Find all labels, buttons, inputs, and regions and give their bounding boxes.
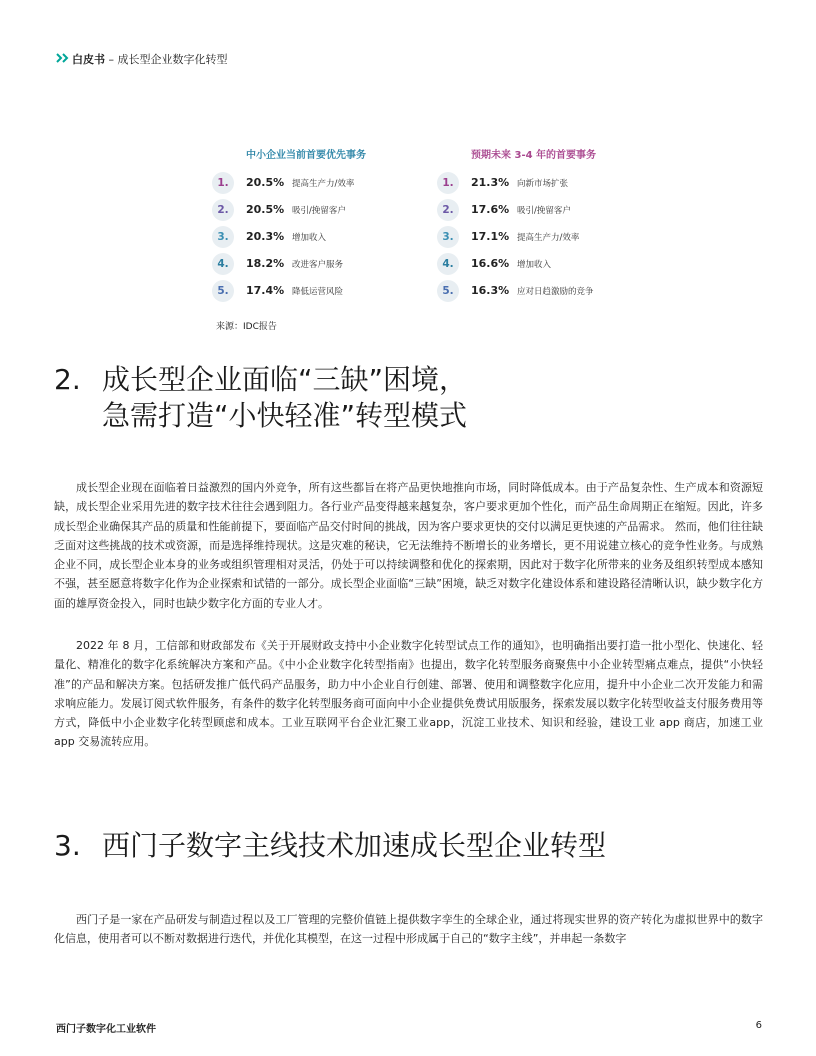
- list-item: [212, 223, 397, 250]
- rank-badge: 1.: [212, 172, 234, 194]
- priority-label: 增加收入: [292, 232, 327, 243]
- list-item: [437, 223, 622, 250]
- current-priorities-title: 中小企业当前首要优先事务: [246, 150, 366, 161]
- rank-badge: 2.: [212, 199, 234, 221]
- list-item: [437, 250, 622, 277]
- section-2-heading: [54, 362, 467, 434]
- percent-value: 17.4%: [246, 284, 285, 297]
- future-priorities-title: 预期未来 3-4 年的首要事务: [471, 150, 597, 161]
- header-title: 成长型企业数字化转型: [117, 53, 228, 66]
- list-item: [437, 277, 622, 304]
- section-3-paragraph-1: 西门子是一家在产品研发与制造过程以及工厂管理的完整价值链上提供数字孪生的全球企业，通过将现实世界的资产转化为虚拟世界中的数字化信息，使用者可以不断对数据进行迭代，并优化其模型，在这一过程中形成属于自己的“数字主线”，并串起一条数字: [54, 913, 763, 946]
- list-item: [212, 196, 397, 223]
- list-item: [437, 196, 622, 223]
- priority-label: 应对日趋激励的竞争: [517, 286, 594, 297]
- header-separator: –: [105, 52, 118, 66]
- double-chevron-right-icon: [56, 53, 72, 66]
- section-2-number: 2.: [54, 363, 81, 396]
- section-2-title-line2: 急需打造“小快轻准”转型模式: [102, 399, 468, 432]
- priority-label: 吸引/挽留客户: [517, 205, 571, 216]
- list-item: [212, 169, 397, 196]
- percent-value: 16.3%: [471, 284, 510, 297]
- percent-value: 20.5%: [246, 176, 285, 189]
- percent-value: 17.1%: [471, 230, 510, 243]
- priority-label: 吸引/挽留客户: [292, 205, 346, 216]
- section-3-number: 3.: [54, 829, 81, 862]
- page-header: [56, 51, 228, 67]
- list-item: [437, 169, 622, 196]
- current-priorities-column: [212, 146, 397, 304]
- page-number: 6: [755, 1020, 762, 1031]
- percent-value: 20.3%: [246, 230, 285, 243]
- rank-badge: 5.: [437, 280, 459, 302]
- percent-value: 21.3%: [471, 176, 510, 189]
- priority-label: 提高生产力/效率: [517, 232, 580, 243]
- section-3-title: 西门子数字主线技术加速成长型企业转型: [102, 829, 607, 862]
- rank-badge: 2.: [437, 199, 459, 221]
- section-2-paragraph-1: 成长型企业现在面临着日益激烈的国内外竞争，所有这些都旨在将产品更快地推向市场，同时降低成本。由于产品复杂性、生产成本和资源短缺，成长型企业采用先进的数字技术往往会遇到阻力。各行业产品变得越来越复杂，客户要求更加个性化，而产品生命周期正在缩短。因此，许多成长型企业确保其产品的质量和性能前提下，要面临产品交付时间的挑战，因为客户要求更快的交付以满足更快速的产品需求。 然而，他们往往缺乏面对这些挑战的技术或资源，而是选择维持现状。这是灾难的秘诀，它无法维持不断增长的业务增长，更不用说建立核心的竞争性业务。与成熟企业不同，成长型企业本身的业务或组织管理相对灵活，仍处于可以持续调整和优化的探索期，因此对于数字化所带来的业务及组织转型成本感知不强，甚至愿意将数字化作为企业探索和试错的一部分。成长型企业面临“三缺”困境，缺乏对数字化建设体系和建设路径清晰认识，缺少数字化方面的雄厚资金投入，同时也缺少数字化方面的专业人才。: [54, 481, 763, 610]
- source-note: 来源：IDC报告: [216, 322, 277, 332]
- priority-label: 提高生产力/效率: [292, 178, 355, 189]
- list-item: [212, 277, 397, 304]
- header-prefix: 白皮书: [72, 53, 105, 66]
- rank-badge: 3.: [212, 226, 234, 248]
- priority-label: 降低运营风险: [292, 286, 344, 297]
- priority-label: 增加收入: [517, 259, 552, 270]
- percent-value: 18.2%: [246, 257, 285, 270]
- rank-badge: 4.: [437, 253, 459, 275]
- footer-title: 西门子数字化工业软件: [56, 1024, 156, 1035]
- section-2-paragraph-2: 2022 年 8 月，工信部和财政部发布《关于开展财政支持中小企业数字化转型试点工作的通知》，也明确指出要打造一批小型化、快速化、轻量化、精准化的数字化系统解决方案和产品。《中小企业数字化转型指南》也提出，数字化转型服务商聚焦中小企业转型痛点难点，提供“小快轻准”的产品和解决方案。包括研发推广低代码产品服务，助力中小企业自行创建、部署、使用和调整数字化应用，提升中小企业二次开发能力和需求响应能力。发展订阅式软件服务，有条件的数字化转型服务商可面向中小企业提供免费试用版服务，探索发展以数字化转型收益支付服务费用等方式，降低中小企业数字化转型顾虑和成本。工业互联网平台企业汇聚工业app，沉淀工业技术、知识和经验，建设工业 app 商店，加速工业 app 交易流转应用。: [54, 639, 763, 749]
- rank-badge: 3.: [437, 226, 459, 248]
- priority-label: 改进客户服务: [292, 259, 344, 270]
- section-2-title-line1: 成长型企业面临“三缺”困境，: [102, 363, 468, 396]
- percent-value: 20.5%: [246, 203, 285, 216]
- rank-badge: 4.: [212, 253, 234, 275]
- rank-badge: 1.: [437, 172, 459, 194]
- priority-label: 向新市场扩张: [517, 178, 569, 189]
- percent-value: 17.6%: [471, 203, 510, 216]
- rank-badge: 5.: [212, 280, 234, 302]
- future-priorities-column: [437, 146, 622, 304]
- list-item: [212, 250, 397, 277]
- section-3-heading: [54, 828, 606, 864]
- percent-value: 16.6%: [471, 257, 510, 270]
